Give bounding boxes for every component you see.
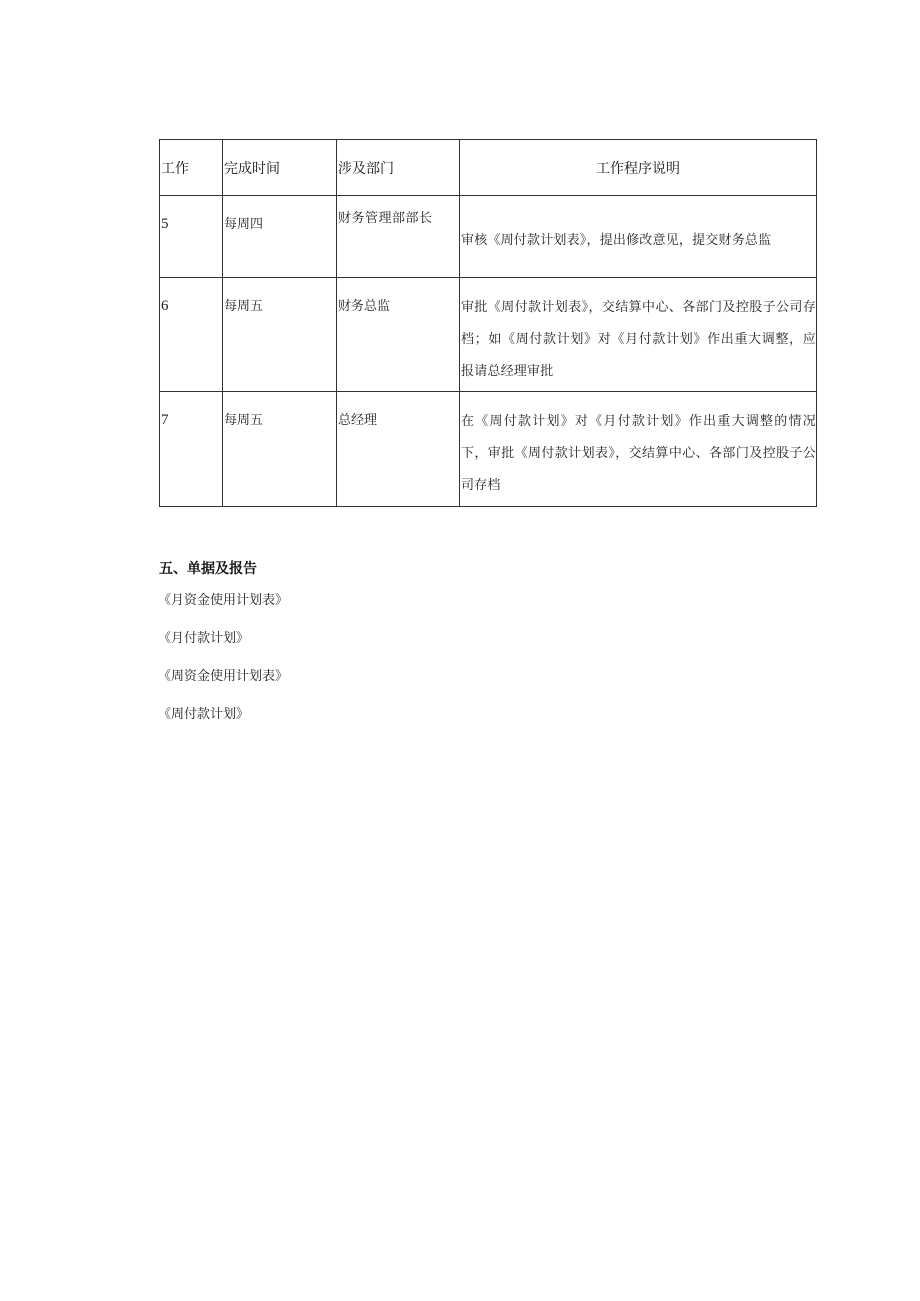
procedure-description: 审批《周付款计划表》，交结算中心、各部门及控股子公司存档；如《周付款计划》对《月付款计划》作出重大调整，应报请总经理审批 bbox=[461, 300, 816, 379]
step-number: 5 bbox=[161, 216, 169, 232]
step-cell bbox=[160, 278, 223, 392]
list-item: 《周付款计划》 bbox=[158, 707, 250, 722]
time-cell bbox=[223, 278, 337, 392]
completion-time: 每周五 bbox=[224, 413, 264, 428]
header-description: 工作程序说明 bbox=[460, 140, 817, 196]
department-cell bbox=[337, 278, 460, 392]
procedure-description: 在《周付款计划》对《月付款计划》作出重大调整的情况下，审批《周付款计划表》，交结算中心、各部门及控股子公司存档 bbox=[461, 414, 816, 493]
description-cell bbox=[460, 392, 817, 507]
completion-time: 每周四 bbox=[224, 217, 264, 232]
step-number: 7 bbox=[161, 412, 169, 428]
documents-section bbox=[159, 556, 288, 734]
department: 财务总监 bbox=[338, 299, 391, 314]
time-cell bbox=[223, 392, 337, 507]
table-row bbox=[160, 196, 817, 278]
table-row bbox=[160, 392, 817, 507]
table-row bbox=[160, 278, 817, 392]
list-item: 《周资金使用计划表》 bbox=[158, 669, 289, 684]
completion-time: 每周五 bbox=[224, 299, 264, 314]
procedure-description: 审核《周付款计划表》，提出修改意见，提交财务总监 bbox=[461, 233, 772, 248]
department: 总经理 bbox=[338, 413, 378, 428]
step-cell bbox=[160, 392, 223, 507]
header-time: 完成时间 bbox=[223, 140, 337, 196]
step-number: 6 bbox=[161, 298, 169, 314]
description-cell bbox=[460, 196, 817, 278]
header-step: 工作 bbox=[160, 140, 223, 196]
table-header-row bbox=[160, 140, 817, 196]
procedure-table bbox=[159, 139, 817, 507]
department: 财务管理部部长 bbox=[338, 211, 433, 226]
time-cell bbox=[223, 196, 337, 278]
list-item: 《月付款计划》 bbox=[158, 631, 250, 646]
header-department: 涉及部门 bbox=[337, 140, 460, 196]
section-heading: 五、单据及报告 bbox=[159, 561, 257, 577]
department-cell bbox=[337, 196, 460, 278]
description-cell bbox=[460, 278, 817, 392]
department-cell bbox=[337, 392, 460, 507]
list-item: 《月资金使用计划表》 bbox=[158, 593, 289, 608]
step-cell bbox=[160, 196, 223, 278]
document-list bbox=[159, 582, 288, 734]
